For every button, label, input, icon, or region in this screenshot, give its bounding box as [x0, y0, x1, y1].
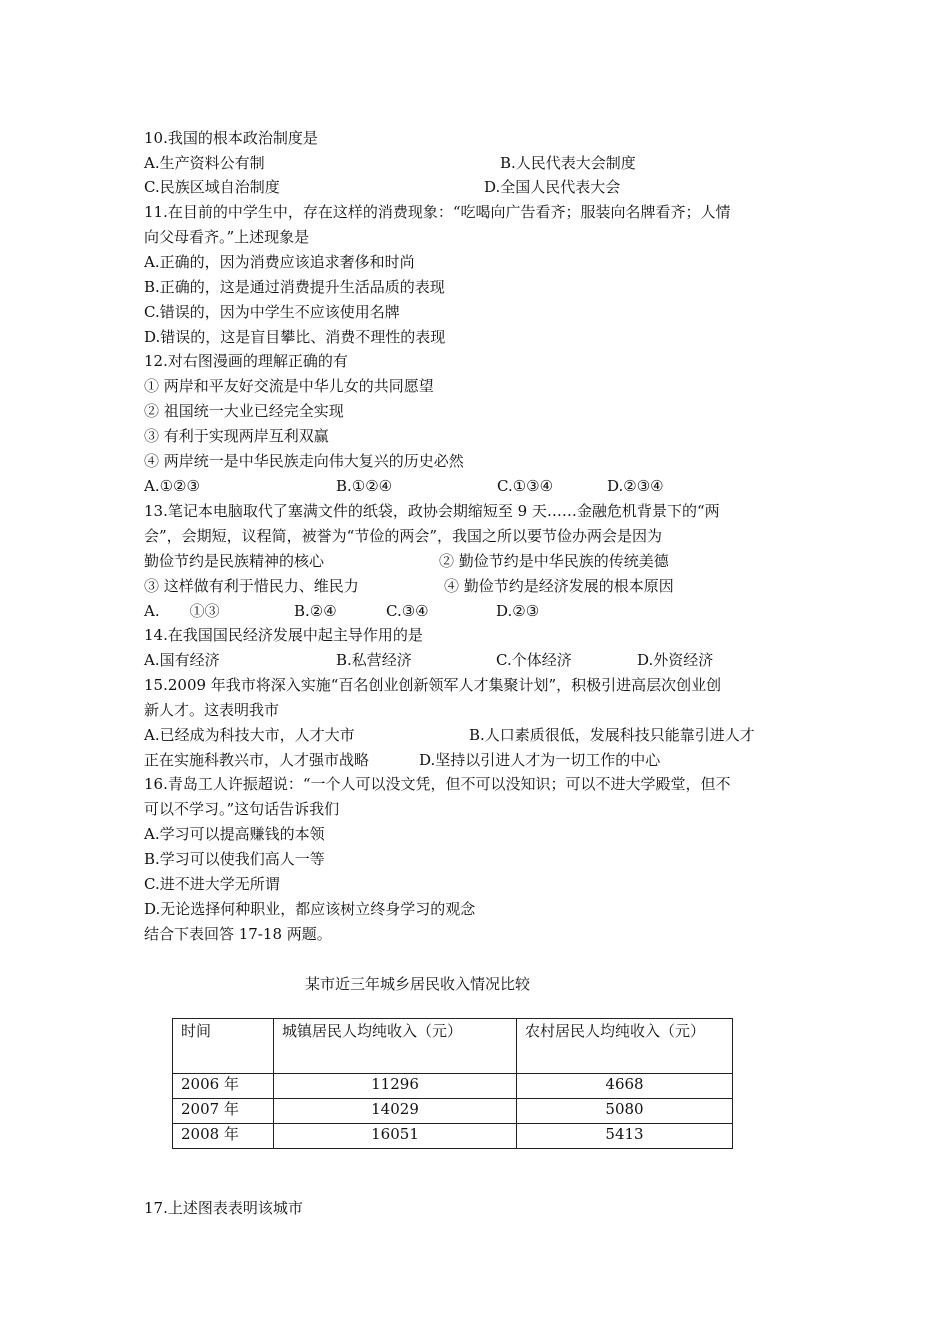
- cell-rural: 5080: [517, 1099, 733, 1124]
- q13-statement-4: ④ 勤俭节约是经济发展的根本原因: [444, 577, 674, 595]
- table-intro: 结合下表回答 17-18 两题。: [144, 925, 332, 943]
- table-row: [173, 1124, 733, 1149]
- q13-option-d: D.②③: [496, 602, 540, 620]
- q12-statement-3: ③ 有利于实现两岸互利双赢: [144, 427, 329, 445]
- q13-stem-line2: 会”，会期短，议程简，被誉为“节俭的两会”，我国之所以要节俭办两会是因为: [144, 527, 663, 545]
- q11-option-d: D.错误的，这是盲目攀比、消费不理性的表现: [144, 328, 446, 346]
- cell-rural: 5413: [517, 1124, 733, 1149]
- cell-urban: 16051: [274, 1124, 517, 1149]
- cell-year: 2006 年: [173, 1074, 274, 1099]
- q16-option-c: C.进不进大学无所谓: [144, 875, 280, 893]
- q16-option-a: A.学习可以提高赚钱的本领: [144, 825, 325, 843]
- q15-stem-line1: 15.2009 年我市将深入实施“百名创业创新领军人才集聚计划”，积极引进高层次创业创: [144, 676, 722, 694]
- cell-rural: 4668: [517, 1074, 733, 1099]
- q16-option-d: D.无论选择何种职业，都应该树立终身学习的观念: [144, 900, 476, 918]
- q13-stem-line1: 13.笔记本电脑取代了塞满文件的纸袋，政协会期缩短至 9 天……金融危机背景下的“两: [144, 502, 720, 520]
- q13-option-b: B.②④: [294, 602, 337, 620]
- q12-option-b: B.①②④: [336, 477, 393, 495]
- q15-stem-line2: 新人才。这表明我市: [144, 701, 280, 719]
- cell-urban: 14029: [274, 1099, 517, 1124]
- q10-option-b: B.人民代表大会制度: [500, 154, 636, 172]
- q13-option-a: A. ①③: [144, 602, 220, 620]
- q11-stem-line2: 向父母看齐。”上述现象是: [144, 228, 310, 246]
- q10-option-c: C.民族区域自治制度: [144, 178, 280, 196]
- q10-option-d: D.全国人民代表大会: [484, 178, 621, 196]
- header-rural-income: 农村居民人均纯收入（元）: [517, 1019, 733, 1074]
- cell-urban: 11296: [274, 1074, 517, 1099]
- q17-stem: 17.上述图表表明该城市: [144, 1199, 303, 1217]
- table-caption: 某市近三年城乡居民收入情况比较: [305, 975, 531, 993]
- q16-stem-line1: 16.青岛工人许振超说：“一个人可以没文凭，但不可以没知识；可以不进大学殿堂，但不: [144, 775, 731, 793]
- q16-option-b: B.学习可以使我们高人一等: [144, 850, 325, 868]
- q12-option-d: D.②③④: [607, 477, 664, 495]
- q11-stem-line1: 11.在目前的中学生中，存在这样的消费现象：“吃喝向广告看齐；服装向名牌看齐；人情: [144, 203, 731, 221]
- q15-option-d: D.坚持以引进人才为一切工作的中心: [419, 751, 661, 769]
- q14-stem: 14.在我国国民经济发展中起主导作用的是: [144, 626, 423, 644]
- header-time: 时间: [173, 1019, 274, 1074]
- income-table: [172, 1018, 733, 1149]
- q14-option-d: D.外资经济: [637, 651, 714, 669]
- q16-stem-line2: 可以不学习。”这句话告诉我们: [144, 800, 340, 818]
- q14-option-b: B.私营经济: [336, 651, 412, 669]
- cell-year: 2007 年: [173, 1099, 274, 1124]
- header-urban-income: 城镇居民人均纯收入（元）: [274, 1019, 517, 1074]
- q12-statement-4: ④ 两岸统一是中华民族走向伟大复兴的历史必然: [144, 452, 464, 470]
- q11-option-b: B.正确的，这是通过消费提升生活品质的表现: [144, 278, 445, 296]
- q15-option-c: 正在实施科教兴市，人才强市战略: [144, 751, 370, 769]
- q12-statement-1: ① 两岸和平友好交流是中华儿女的共同愿望: [144, 377, 434, 395]
- q11-option-c: C.错误的，因为中学生不应该使用名牌: [144, 303, 400, 321]
- q14-option-c: C.个体经济: [496, 651, 572, 669]
- q13-statement-1: 勤俭节约是民族精神的核心: [144, 552, 325, 570]
- q11-option-a: A.正确的，因为消费应该追求奢侈和时尚: [144, 253, 415, 271]
- q15-option-b: B.人口素质很低，发展科技只能靠引进人才: [469, 726, 755, 744]
- table-row: [173, 1099, 733, 1124]
- q12-stem: 12.对右图漫画的理解正确的有: [144, 352, 348, 370]
- table-header-row: [173, 1019, 733, 1074]
- q10-option-a: A.生产资料公有制: [144, 154, 265, 172]
- q15-option-a: A.已经成为科技大市，人才大市: [144, 726, 355, 744]
- q13-statement-3: ③ 这样做有利于惜民力、维民力: [144, 577, 359, 595]
- q12-option-a: A.①②③: [144, 477, 200, 495]
- q12-statement-2: ② 祖国统一大业已经完全实现: [144, 402, 344, 420]
- q14-option-a: A.国有经济: [144, 651, 220, 669]
- q10-stem: 10.我国的根本政治制度是: [144, 129, 318, 147]
- q13-statement-2: ② 勤俭节约是中华民族的传统美德: [439, 552, 669, 570]
- q12-option-c: C.①③④: [497, 477, 554, 495]
- cell-year: 2008 年: [173, 1124, 274, 1149]
- q13-option-c: C.③④: [386, 602, 429, 620]
- table-row: [173, 1074, 733, 1099]
